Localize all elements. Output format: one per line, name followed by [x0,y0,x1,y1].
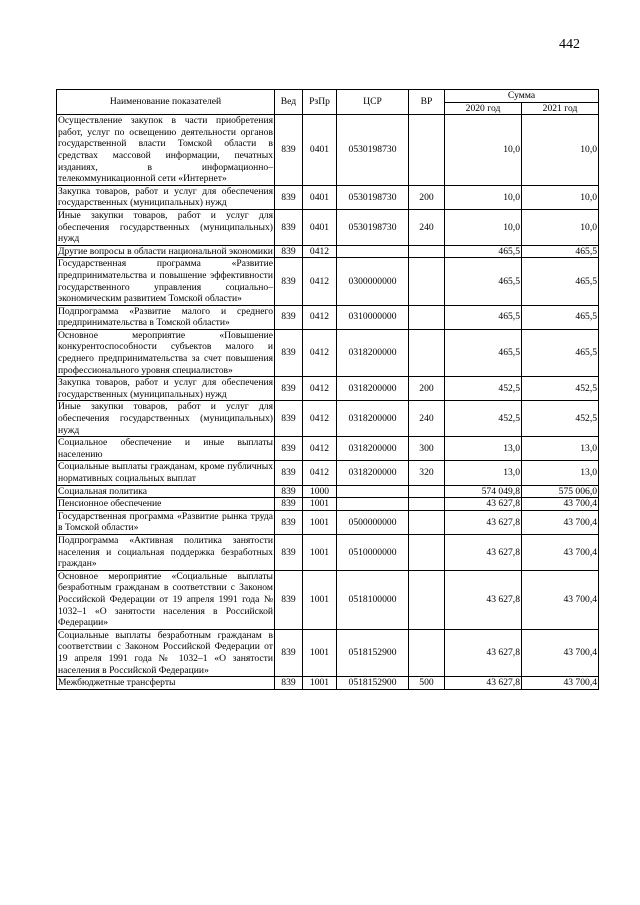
cell-2021: 465,5 [522,305,599,329]
cell-ved: 839 [275,437,303,461]
cell-csr: 0530198730 [337,209,409,245]
cell-2021: 465,5 [522,258,599,305]
page-number: 442 [559,37,580,52]
cell-2020: 13,0 [445,437,522,461]
cell-ved: 839 [275,245,303,258]
cell-vr [409,534,445,570]
cell-2021: 10,0 [522,209,599,245]
cell-rzpr: 1001 [303,510,337,534]
table-row [57,305,599,329]
cell-2021: 13,0 [522,461,599,485]
cell-rzpr: 1001 [303,570,337,629]
header-name: Наименование показателей [57,90,275,115]
cell-name: Социальная политика [57,485,275,498]
table-row [57,534,599,570]
table-row [57,498,599,511]
budget-table [56,89,599,690]
cell-name: Государственная программа «Развитие предпринимательства и повышение эффективности государственного управления социально–экономическим развитием Томской области» [58,258,273,305]
cell-csr: 0318200000 [337,401,409,437]
table-row [57,570,599,629]
cell-ved: 839 [275,485,303,498]
cell-vr [409,629,445,676]
cell-name: Социальные выплаты безработным гражданам в соответствии с Законом Российской Федерации от 19 апреля 1991 года № 1032–1 «О занятости населения в Российской Федерации» [58,629,273,676]
cell-2021: 575 006,0 [522,485,599,498]
cell-name: Осуществление закупок в части приобретения работ, услуг по освещению деятельности органов государственной власти Томской области в средствах массовой информации, печатных изданиях, в информационно–телекоммуникационной сети «Интернет» [58,115,273,185]
cell-rzpr: 0401 [303,115,337,186]
cell-2021: 43 700,4 [522,677,599,690]
cell-vr [409,245,445,258]
cell-2021: 43 700,4 [522,510,599,534]
cell-2021: 43 700,4 [522,534,599,570]
cell-2020: 465,5 [445,258,522,305]
cell-ved: 839 [275,629,303,676]
table-body [57,115,599,690]
cell-2021: 465,5 [522,245,599,258]
cell-vr [409,510,445,534]
cell-rzpr: 1001 [303,629,337,676]
cell-ved: 839 [275,185,303,209]
cell-ved: 839 [275,534,303,570]
cell-name: Иные закупки товаров, работ и услуг для обеспечения государственных (муниципальных) нужд [58,209,273,245]
table-row [57,510,599,534]
header-rzpr: РзПр [303,90,337,115]
cell-2020: 465,5 [445,305,522,329]
cell-ved: 839 [275,570,303,629]
cell-csr: 0518152900 [337,677,409,690]
header-2021: 2021 год [522,102,599,115]
cell-vr [409,258,445,305]
cell-2021: 465,5 [522,329,599,376]
cell-vr [409,305,445,329]
cell-2021: 10,0 [522,185,599,209]
header-ved: Вед [275,90,303,115]
cell-2021: 452,5 [522,377,599,401]
cell-csr: 0518152900 [337,629,409,676]
cell-csr: 0530198730 [337,185,409,209]
cell-ved: 839 [275,377,303,401]
cell-ved: 839 [275,510,303,534]
cell-name: Основное мероприятие «Социальные выплаты безработным гражданам в соответствии с Законом Российской Федерации от 19 апреля 1991 года № 1032–1 «О занятости населения в Российской Федерации» [58,570,273,629]
table-row [57,329,599,376]
cell-ved: 839 [275,461,303,485]
table-row [57,437,599,461]
cell-2021: 43 700,4 [522,629,599,676]
cell-2020: 465,5 [445,329,522,376]
cell-vr [409,570,445,629]
cell-name: Другие вопросы в области национальной экономики [58,245,273,257]
cell-vr: 200 [409,185,445,209]
cell-csr: 0318200000 [337,437,409,461]
cell-name: Закупка товаров, работ и услуг для обеспечения государственных (муниципальных) нужд [58,185,273,209]
cell-csr: 0500000000 [337,510,409,534]
cell-ved: 839 [275,498,303,511]
cell-2020: 574 049,8 [445,485,522,498]
table-row [57,115,599,186]
cell-csr: 0300000000 [337,258,409,305]
cell-ved: 839 [275,401,303,437]
cell-rzpr: 0412 [303,305,337,329]
cell-2020: 13,0 [445,461,522,485]
cell-csr [337,245,409,258]
cell-2020: 10,0 [445,115,522,186]
cell-ved: 839 [275,329,303,376]
cell-ved: 839 [275,305,303,329]
cell-name: Иные закупки товаров, работ и услуг для обеспечения государственных (муниципальных) нужд [58,401,273,436]
cell-vr: 320 [409,461,445,485]
cell-2021: 13,0 [522,437,599,461]
cell-rzpr: 0412 [303,377,337,401]
cell-csr: 0318200000 [337,461,409,485]
cell-2020: 10,0 [445,209,522,245]
cell-2020: 465,5 [445,245,522,258]
cell-name: Основное мероприятие «Повышение конкурентоспособности субъектов малого и среднего предпринимательства за счет повышения профессионального уровня специалистов» [58,329,273,376]
cell-csr: 0510000000 [337,534,409,570]
cell-rzpr: 1001 [303,534,337,570]
table-row [57,485,599,498]
cell-csr: 0530198730 [337,115,409,186]
cell-name: Закупка товаров, работ и услуг для обеспечения государственных (муниципальных) нужд [58,377,273,400]
cell-csr: 0318200000 [337,329,409,376]
cell-rzpr: 0412 [303,329,337,376]
cell-rzpr: 0412 [303,461,337,485]
cell-name: Социальное обеспечение и иные выплаты населению [58,437,273,460]
cell-2020: 43 627,8 [445,629,522,676]
header-sum: Сумма [445,90,599,103]
cell-csr [337,498,409,511]
cell-vr: 200 [409,377,445,401]
cell-2020: 43 627,8 [445,498,522,511]
table-row [57,677,599,690]
cell-csr: 0518100000 [337,570,409,629]
cell-name: Пенсионное обеспечение [57,498,275,511]
cell-rzpr: 1000 [303,485,337,498]
cell-2021: 43 700,4 [522,498,599,511]
cell-ved: 839 [275,115,303,186]
cell-2021: 10,0 [522,115,599,186]
cell-rzpr: 0401 [303,185,337,209]
cell-vr: 240 [409,209,445,245]
cell-vr [409,498,445,511]
table-row [57,377,599,401]
cell-ved: 839 [275,677,303,690]
cell-csr [337,485,409,498]
cell-ved: 839 [275,258,303,305]
cell-name: Подпрограмма «Развитие малого и среднего предпринимательства в Томской области» [58,305,273,329]
cell-rzpr: 1001 [303,498,337,511]
cell-2020: 43 627,8 [445,570,522,629]
cell-name: Социальные выплаты гражданам, кроме публичных нормативных социальных выплат [58,461,273,484]
cell-2020: 10,0 [445,185,522,209]
cell-csr: 0318200000 [337,377,409,401]
cell-rzpr: 0412 [303,258,337,305]
cell-vr: 240 [409,401,445,437]
cell-2020: 43 627,8 [445,510,522,534]
cell-name: Межбюджетные трансферты [57,677,275,690]
cell-2020: 43 627,8 [445,534,522,570]
cell-name: Подпрограмма «Активная политика занятости населения и социальная поддержка безработных граждан» [58,534,273,570]
cell-2021: 452,5 [522,401,599,437]
cell-rzpr: 0412 [303,245,337,258]
cell-rzpr: 1001 [303,677,337,690]
cell-rzpr: 0401 [303,209,337,245]
table-row [57,461,599,485]
cell-2020: 43 627,8 [445,677,522,690]
cell-2020: 452,5 [445,401,522,437]
cell-ved: 839 [275,209,303,245]
table-row [57,245,599,258]
cell-2021: 43 700,4 [522,570,599,629]
cell-vr: 300 [409,437,445,461]
cell-vr [409,329,445,376]
cell-vr: 500 [409,677,445,690]
cell-name: Государственная программа «Развитие рынка труда в Томской области» [58,510,273,534]
header-row [57,90,599,103]
cell-csr: 0310000000 [337,305,409,329]
cell-vr [409,115,445,186]
header-vr: ВР [409,90,445,115]
table-row [57,258,599,305]
table-row [57,629,599,676]
table-row [57,209,599,245]
cell-vr [409,485,445,498]
header-csr: ЦСР [337,90,409,115]
table-row [57,185,599,209]
cell-rzpr: 0412 [303,437,337,461]
table-row [57,401,599,437]
header-2020: 2020 год [445,102,522,115]
cell-2020: 452,5 [445,377,522,401]
cell-rzpr: 0412 [303,401,337,437]
